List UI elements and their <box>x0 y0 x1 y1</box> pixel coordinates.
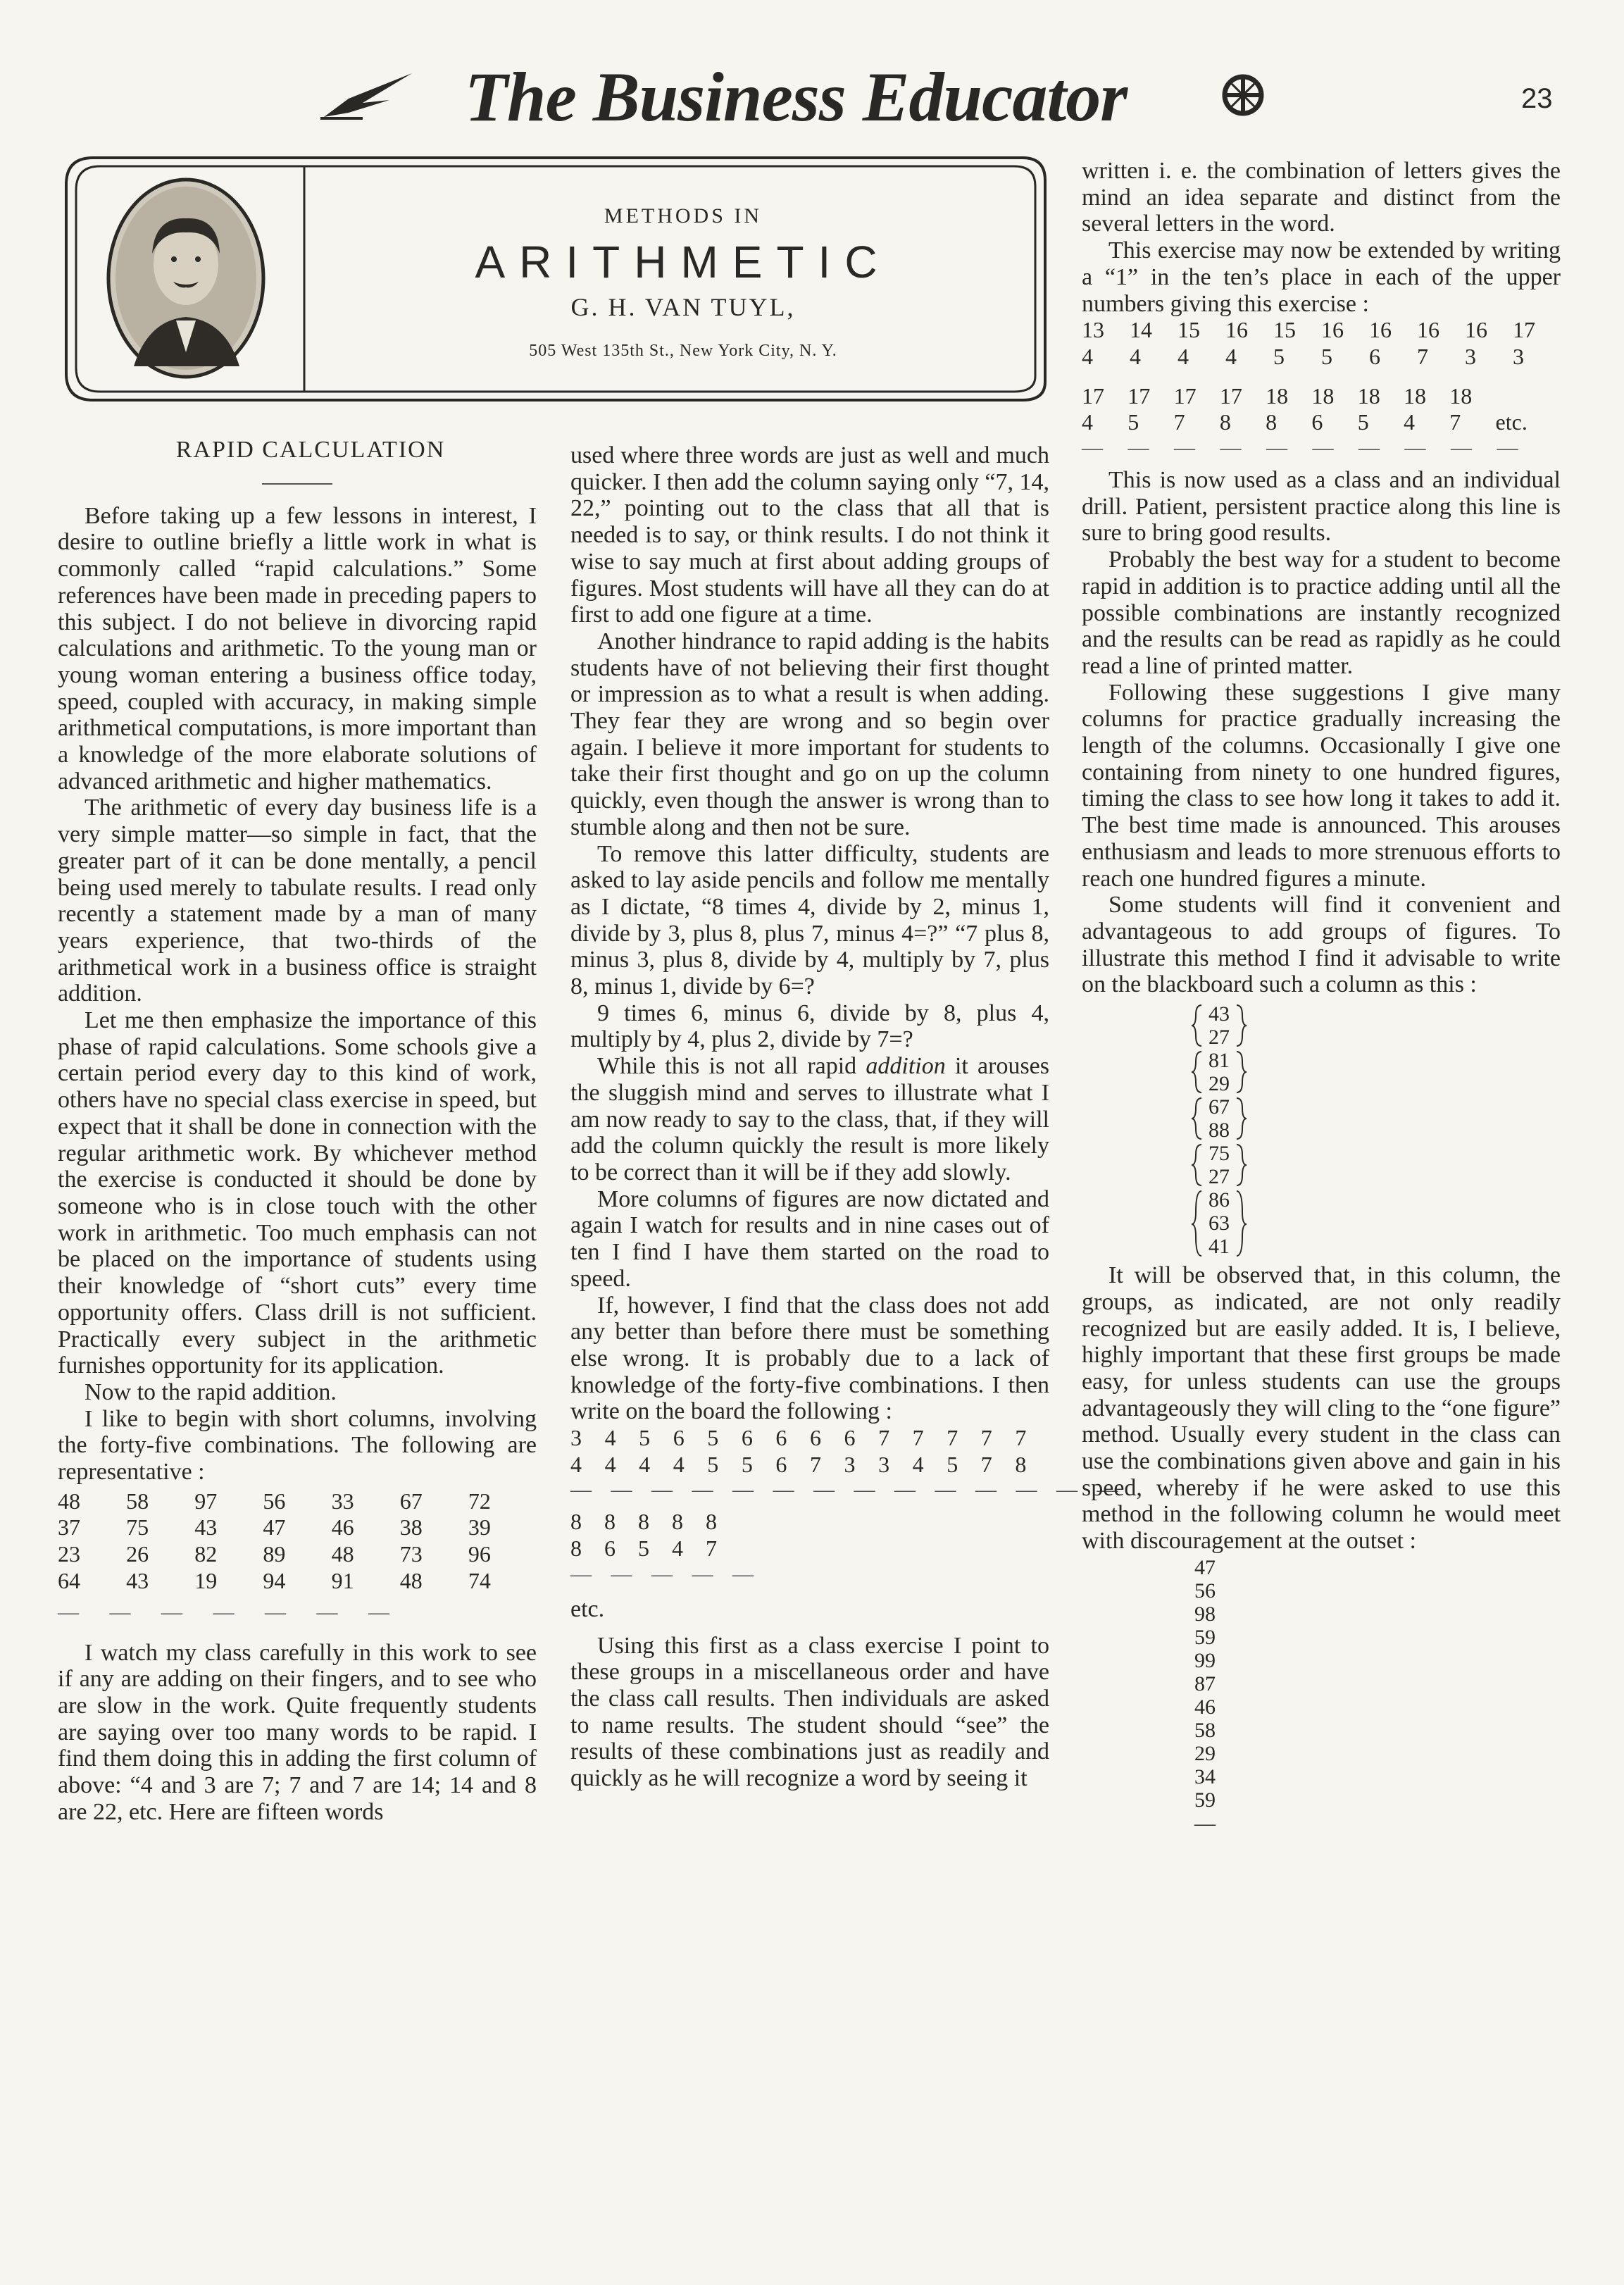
table-cell: 5 <box>1321 343 1332 369</box>
table-row <box>58 1514 537 1541</box>
table-cell: 16 <box>1417 317 1439 343</box>
table-cell: 15 <box>1178 317 1200 343</box>
table-cell: 7 <box>980 1451 992 1477</box>
table-cell: 3 <box>878 1451 890 1477</box>
exercise-table-2 <box>1082 383 1561 436</box>
table-cell: 94 <box>263 1567 286 1593</box>
paragraph: More columns of figures are now dictated and again I watch for results and in nine cases out of ten I find I have them started on the road to speed. <box>570 1185 1049 1292</box>
column-number: 59 <box>1194 1788 1216 1812</box>
table-cell: 23 <box>58 1541 80 1567</box>
paragraph: Before taking up a few lessons in interest, I desire to outline briefly a little work in what is commonly called “rapid calculations.” Some references have been made in preceding papers to this subject. I do not believe in divorcing rapid calculations and arithmetic. To the young man or young woman entering a business office today, speed, coupled with accuracy, in making simple arithmetical computations, is more important than a knowledge of the more elaborate solutions of advanced arithmetic and higher mathematics. <box>58 502 537 795</box>
table-cell: 8 <box>672 1509 683 1535</box>
text-run: While this is not all rapid <box>597 1053 866 1080</box>
table-row <box>570 1536 739 1562</box>
table-cell: 3 <box>570 1425 582 1451</box>
paragraph: used where three words are just as well and much quicker. I then add the column saying only “7, 14, 22,” pointing out to the class that all that is needed is to say, or think results. I do not think it wise to say much at first about adding groups of figures. Most students will have all they can do at first to add one figure at a time. <box>570 442 1049 628</box>
table-cell: 48 <box>58 1488 80 1514</box>
column-number: 87 <box>1194 1671 1216 1695</box>
table-row <box>1082 383 1561 410</box>
table-cell: 7 <box>1015 1425 1027 1451</box>
masthead-title: The Business Educator <box>464 58 1128 136</box>
table-cell: 72 <box>468 1488 491 1514</box>
paragraph: Using this first as a class exercise I point to these groups in a miscellaneous order and have the class call results. Then individuals are asked to name results. The student should “see” the results of these combinations just as readily and quickly as he will recognize a word by seeing it <box>570 1632 1049 1792</box>
paragraph: I like to begin with short columns, involving the forty-five combinations. The following are representative : <box>58 1405 537 1486</box>
paragraph <box>570 1053 1049 1186</box>
column-number: 75 <box>1208 1142 1230 1166</box>
table-cell: 82 <box>194 1541 218 1567</box>
table-cell: 4 <box>672 1536 683 1562</box>
table-cell: 7 <box>1173 409 1185 435</box>
paragraph: 9 times 6, minus 6, divide by 8, plus 4, multiply by 4, plus 2, divide by 7=? <box>570 1000 1049 1053</box>
table-cell: 8 <box>706 1509 717 1535</box>
table-cell: 17 <box>1173 382 1197 409</box>
sum-dashes: — — — — — <box>570 1562 761 1586</box>
table-cell: 91 <box>331 1567 354 1593</box>
table-cell: 58 <box>126 1488 149 1514</box>
column-1 <box>58 437 537 1825</box>
column-number: 67 <box>1208 1095 1230 1119</box>
column-number: 29 <box>1194 1741 1216 1765</box>
table-cell: 5 <box>1273 343 1285 369</box>
table-cell: 4 <box>673 1451 685 1477</box>
article-author: G. H. VAN TUYL, <box>570 293 796 321</box>
paragraph: To remove this latter difficulty, students are asked to lay aside pencils and follow me mentally as I dictate, “8 times 4, divide by 2, minus 1, divide by 3, plus 8, plus 7, minus 4=?” “7 plus 8, minus 3, plus 8, divide by 4, multiply by 7, plus 8, minus 1, divide by 6=? <box>570 840 1049 1000</box>
emphasis: addition <box>866 1053 946 1080</box>
table-cell: 47 <box>263 1514 286 1540</box>
table-row <box>1082 317 1561 344</box>
table-cell: 73 <box>399 1541 423 1567</box>
column-number: 63 <box>1208 1212 1230 1235</box>
table-cell: 5 <box>639 1425 651 1451</box>
paragraph: This is now used as a class and an individual drill. Patient, persistent practice along this line is sure to bring good results. <box>1082 467 1561 547</box>
column-number: 41 <box>1208 1235 1230 1259</box>
table-cell: 43 <box>126 1567 149 1593</box>
column-number: 47 <box>1194 1555 1216 1579</box>
column-number: 86 <box>1208 1188 1230 1212</box>
table-cell: 5 <box>707 1451 719 1477</box>
paragraph: This exercise may now be extended by writing a “1” in the ten’s place in each of the upper numbers giving this exercise : <box>1082 237 1561 317</box>
table-cell: 4 <box>570 1451 582 1477</box>
table-cell: 17 <box>1513 317 1535 343</box>
table-cell: 18 <box>1266 382 1289 409</box>
paragraph: Some students will find it convenient and advantageous to add groups of figures. To illustrate this method I find it advisable to write on the blackboard such a column as this : <box>1082 892 1561 998</box>
table-cell: 48 <box>331 1541 354 1567</box>
table-cell: 4 <box>639 1451 651 1477</box>
column-number: 58 <box>1194 1718 1216 1742</box>
table-cell: 16 <box>1225 317 1248 343</box>
table-cell: 97 <box>194 1488 218 1514</box>
table-cell: 4 <box>1225 343 1237 369</box>
column-number: 43 <box>1208 1002 1230 1026</box>
table-cell: 18 <box>1311 382 1335 409</box>
table-cell: 17 <box>1128 382 1151 409</box>
table-cell: 19 <box>194 1567 218 1593</box>
table-cell: 16 <box>1321 317 1344 343</box>
paragraph: The arithmetic of every day business life is a very simple matter—so simple in fact, that the greater part of it can be done mentally, a pencil being used merely to tabulate results. I read only recently a statement made by a man of many years experience, that two-thirds of the arithmetical work in a business office is straight addition. <box>58 795 537 1007</box>
section-heading: RAPID CALCULATION <box>175 437 446 463</box>
table-cell: 4 <box>604 1425 616 1451</box>
grouped-number-column <box>1187 1002 1251 1258</box>
column-number: 27 <box>1208 1165 1230 1189</box>
quill-icon <box>320 70 416 120</box>
table-cell: 48 <box>399 1567 423 1593</box>
number-table <box>58 1488 537 1595</box>
column-number: 99 <box>1194 1648 1216 1672</box>
table-cell: 3 <box>844 1451 856 1477</box>
column-2 <box>570 442 1125 1792</box>
table-cell: etc. <box>1495 409 1528 435</box>
table-cell: 67 <box>399 1488 423 1514</box>
table-cell: 64 <box>58 1567 80 1593</box>
table-cell: 8 <box>1219 409 1231 435</box>
table-cell: 18 <box>1403 382 1426 409</box>
table-cell: 4 <box>604 1451 616 1477</box>
table-cell: 17 <box>1219 382 1242 409</box>
table-cell: 4 <box>1178 343 1189 369</box>
group-braces <box>1187 1002 1251 1258</box>
heading-rule <box>262 483 332 485</box>
paragraph: Now to the rapid addition. <box>85 1378 337 1405</box>
table-cell: 8 <box>570 1536 582 1562</box>
table-cell: 5 <box>947 1451 958 1477</box>
paragraph: Probably the best way for a student to become rapid in addition is to practice adding until all the possible combinations are instantly recognized and the results can be read as rapidly as he could read a line of printed matter. <box>1082 547 1561 679</box>
table-cell: 8 <box>638 1509 649 1535</box>
table-cell: 96 <box>468 1541 491 1567</box>
paragraph: It will be observed that, in this column, the groups, as indicated, are not only readily recognized but are easily added. It is, I believe, highly important that these first groups be made easy, for unless students can use the groups advantageously they will cling to the “one figure” method. Usually every student in the class can use the combinations given above and gain in his speed, whereby if he were asked to use this method in the following column he would meet with discouragement at the outset : <box>1082 1262 1561 1555</box>
table-cell: 56 <box>263 1488 286 1514</box>
table-cell: 6 <box>775 1451 787 1477</box>
text-run: it arouses the sluggish mind and serves to illustrate what I am now ready to say to the class, that, if they will add the column quickly the result is more likely to be correct than it will be if they add slowly. <box>570 1053 1049 1185</box>
paragraph: Another hindrance to rapid adding is the habits students have of not believing their first thought or impression as to what a result is when adding. They fear they are wrong and so begin over again. I believe it more important for students to take their first thought and go on up the column quickly, even though the answer is wrong than to stumble along and then not be sure. <box>570 628 1049 840</box>
table-cell: 4 <box>1130 343 1141 369</box>
sum-dash: — <box>1194 1811 1216 1835</box>
table-row <box>570 1452 1049 1478</box>
table-cell <box>1496 383 1561 410</box>
paragraph: Let me then emphasize the importance of this phase of rapid calculations. Some schools give a certain period every day to this kind of work, others have no special class exercise in speed, but expect that it shall be done in connection with the regular arithmetic work. By whichever method the exercise is conducted it should be done by someone who is in close touch with the other work in arithmetic. Too much emphasis can not be placed on the importance of students using their knowledge of “short cuts” every time opportunity offers. Class drill is not sufficient. Practically every subject in the arithmetic furnishes opportunity for its application. <box>58 1007 537 1379</box>
table-cell: 7 <box>947 1425 958 1451</box>
table-cell: 6 <box>844 1425 856 1451</box>
table-cell: 7 <box>980 1425 992 1451</box>
table-cell: 8 <box>570 1509 582 1535</box>
table-row <box>1082 409 1561 436</box>
table-cell: 75 <box>126 1514 149 1540</box>
table-cell: 18 <box>1357 382 1380 409</box>
table-cell: 16 <box>1369 317 1392 343</box>
table-cell: 6 <box>604 1536 616 1562</box>
table-cell: 13 <box>1082 317 1104 343</box>
combinations-table-2 <box>570 1509 739 1562</box>
table-cell: 5 <box>741 1451 753 1477</box>
table-row <box>1082 344 1561 371</box>
table-cell: 5 <box>707 1425 719 1451</box>
table-cell: 7 <box>912 1425 924 1451</box>
table-cell: 7 <box>878 1425 890 1451</box>
table-cell: 18 <box>1449 382 1473 409</box>
article-subtitle: METHODS IN <box>604 204 763 228</box>
article-title: ARITHMETIC <box>475 237 892 287</box>
table-cell: 3 <box>1513 343 1524 369</box>
table-row <box>58 1568 537 1595</box>
table-cell: 43 <box>194 1514 218 1540</box>
column-number: 27 <box>1208 1026 1230 1050</box>
column-number: 29 <box>1208 1072 1230 1096</box>
table-cell: 8 <box>604 1509 616 1535</box>
column-number: 98 <box>1194 1602 1216 1626</box>
table-row <box>58 1488 537 1515</box>
table-cell: 14 <box>1130 317 1152 343</box>
table-cell: 37 <box>58 1514 80 1540</box>
etc-label: etc. <box>570 1595 605 1622</box>
table-cell: 6 <box>673 1425 685 1451</box>
table-cell: 4 <box>1082 343 1093 369</box>
column-number: 59 <box>1194 1625 1216 1649</box>
table-cell: 46 <box>331 1514 354 1540</box>
table-cell: 6 <box>1311 409 1323 435</box>
plain-number-column <box>1177 1556 1233 1835</box>
table-cell: 8 <box>1266 409 1278 435</box>
table-cell: 6 <box>775 1425 787 1451</box>
exercise-table <box>1082 317 1561 370</box>
table-cell: 8 <box>1015 1451 1027 1477</box>
paragraph: If, however, I find that the class does not add any better than before there must be something else wrong. It is probably due to a lack of knowledge of the forty-five combinations. I then write on the board the following : <box>570 1292 1049 1425</box>
table-cell: 7 <box>1449 409 1461 435</box>
table-row <box>58 1541 537 1568</box>
table-cell: 33 <box>331 1488 354 1514</box>
column-number: 88 <box>1208 1119 1230 1142</box>
column-number: 56 <box>1194 1579 1216 1602</box>
table-cell: 5 <box>1128 409 1139 435</box>
table-cell: 39 <box>468 1514 491 1540</box>
column-number: 81 <box>1208 1049 1230 1073</box>
table-cell: 6 <box>809 1425 821 1451</box>
table-cell: 7 <box>809 1451 821 1477</box>
table-cell: 26 <box>126 1541 149 1567</box>
column-3 <box>1082 158 1561 1839</box>
ornament-icon <box>1215 67 1271 123</box>
page-number: 23 <box>1521 83 1553 114</box>
table-cell: 16 <box>1465 317 1487 343</box>
paragraph: Following these suggestions I give many columns for practice gradually increasing the length of the columns. Occasionally I give one containing from ninety to one hundred figures, timing the class to see how long it takes to add it. The best time made is announced. This arouses enthusiasm and leads to more strenuous efforts to reach one hundred figures a minute. <box>1082 679 1561 892</box>
table-cell: 15 <box>1273 317 1296 343</box>
table-cell: 5 <box>1357 409 1369 435</box>
table-cell: 4 <box>1082 409 1093 435</box>
table-cell: 3 <box>1465 343 1476 369</box>
table-row <box>570 1509 739 1536</box>
table-cell: 6 <box>741 1425 753 1451</box>
table-cell: 74 <box>468 1567 491 1593</box>
column-number: 46 <box>1194 1695 1216 1719</box>
sum-dashes: — — — — — — — <box>58 1600 402 1624</box>
table-cell: 6 <box>1369 343 1380 369</box>
table-cell: 17 <box>1082 382 1104 409</box>
table-cell: 7 <box>1417 343 1428 369</box>
table-row <box>570 1425 1049 1452</box>
sum-dashes: — — — — — — — — — — <box>1082 436 1528 460</box>
table-cell: 7 <box>706 1536 717 1562</box>
column-number: 34 <box>1194 1764 1216 1788</box>
table-cell: 89 <box>263 1541 286 1567</box>
combinations-table <box>570 1425 1049 1478</box>
paragraph: written i. e. the combination of letters gives the mind an idea separate and distinct from the several letters in the word. <box>1082 158 1561 237</box>
table-cell: 38 <box>399 1514 423 1540</box>
sum-dashes: — — — — — — — — — — — — — — <box>570 1478 1125 1502</box>
author-address: 505 West 135th St., New York City, N. Y. <box>529 342 837 360</box>
author-portrait <box>106 176 266 380</box>
table-cell: 5 <box>638 1536 649 1562</box>
table-cell: 4 <box>912 1451 924 1477</box>
paragraph: I watch my class carefully in this work to see if any are adding on their fingers, and to see who are slow in the work. Quite frequently students are saying over too many words to be rapid. I find them doing this in adding the first column of above: “4 and 3 are 7; 7 and 7 are 14; 14 and 8 are 22, etc. Here are fifteen words <box>58 1639 537 1825</box>
table-cell: 4 <box>1403 409 1415 435</box>
